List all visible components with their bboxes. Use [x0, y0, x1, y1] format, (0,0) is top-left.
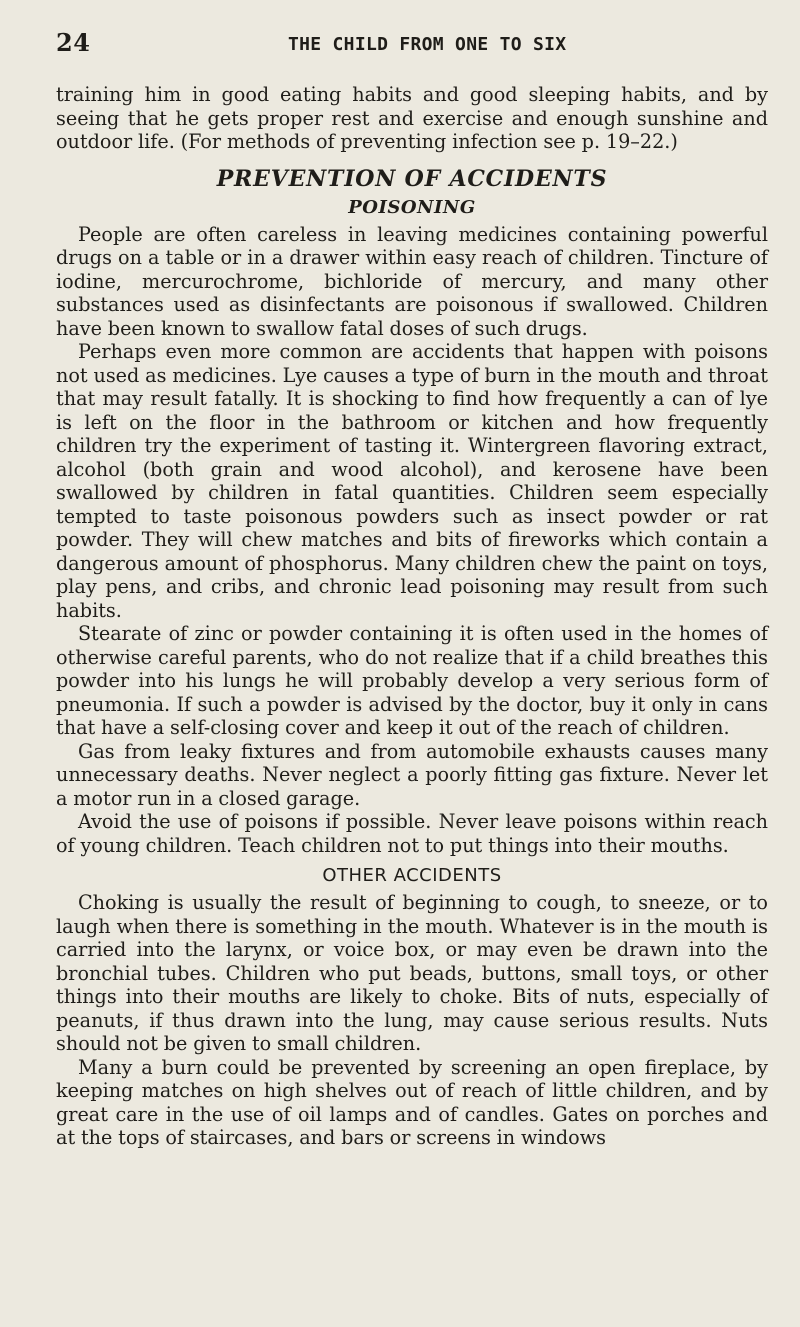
- other-accidents-paragraph: Choking is usually the result of beginning to cough, to sneeze, or to laugh when there is something in the mouth. Whatever is in the mouth is carried into the larynx, or voice box, or may even be drawn into the bronchial tubes. Children who put beads, buttons, small toys, or other things into their mouths are likely to choke. Bits of nuts, especially of peanuts, if thus drawn into the lung, may cause serious results. Nuts should not be given to small children.: [56, 891, 768, 1055]
- running-head: [56, 28, 750, 58]
- poisoning-paragraph: People are often careless in leaving medicines containing powerful drugs on a table or in a drawer within easy reach of children. Tincture of iodine, mercurochrome, bichloride of mercury, and many other substances used as disinfectants are poisonous if swallowed. Children have been known to swallow fatal doses of such drugs.: [56, 222, 768, 340]
- section-heading: PREVENTION OF ACCIDENTS: [216, 165, 608, 192]
- poisoning-paragraph: Gas from leaky fixtures and from automobile exhausts causes many unnecessary deaths. Never neglect a poorly fitting gas fixture. Never let a motor run in a closed garage.: [56, 739, 768, 810]
- other-accidents-heading: OTHER ACCIDENTS: [322, 865, 502, 886]
- poisoning-paragraph: Perhaps even more common are accidents that happen with poisons not used as medicines. Lye causes a type of burn in the mouth and throat that may result fatally. It is shocking to find how frequently a can of lye is left on the floor in the bathroom or kitchen and how frequently children try the experiment of tasting it. Wintergreen flavoring extract, alcohol (both grain and wood alcohol), and kerosene have been swallowed by children in fatal quantities. Children seem especially tempted to taste poisonous powders such as insect powder or rat powder. They will chew matches and bits of fireworks which contain a dangerous amount of phosphorus. Many children chew the paint on toys, play pens, and cribs, and chronic lead poisoning may result from such habits.: [56, 340, 768, 622]
- running-title: THE CHILD FROM ONE TO SIX: [288, 34, 567, 55]
- poisoning-paragraph: Stearate of zinc or powder containing it is often used in the homes of otherwise careful parents, who do not realize that if a child breathes this powder into his lungs he will probably develop a very serious form of pneumonia. If such a powder is advised by the doctor, buy it only in cans that have a self-closing cover and keep it out of the reach of children.: [56, 622, 768, 739]
- opening-paragraph: training him in good eating habits and good sleeping habits, and by seeing that he gets proper rest and exercise and enough sunshine and outdoor life. (For methods of preventing infection see p. 19–22.): [56, 83, 768, 153]
- other-accidents-paragraph: Many a burn could be prevented by screening an open fireplace, by keeping matches on high shelves out of reach of little children, and by great care in the use of oil lamps and of candles. Gates on porches and at the tops of staircases, and bars or screens in windows: [56, 1055, 768, 1149]
- page-body: [56, 83, 768, 1150]
- poisoning-heading: POISONING: [348, 196, 476, 218]
- page-number: 24: [56, 28, 91, 57]
- poisoning-paragraph: Avoid the use of poisons if possible. Never leave poisons within reach of young children. Teach children not to put things into their mouths.: [56, 810, 768, 857]
